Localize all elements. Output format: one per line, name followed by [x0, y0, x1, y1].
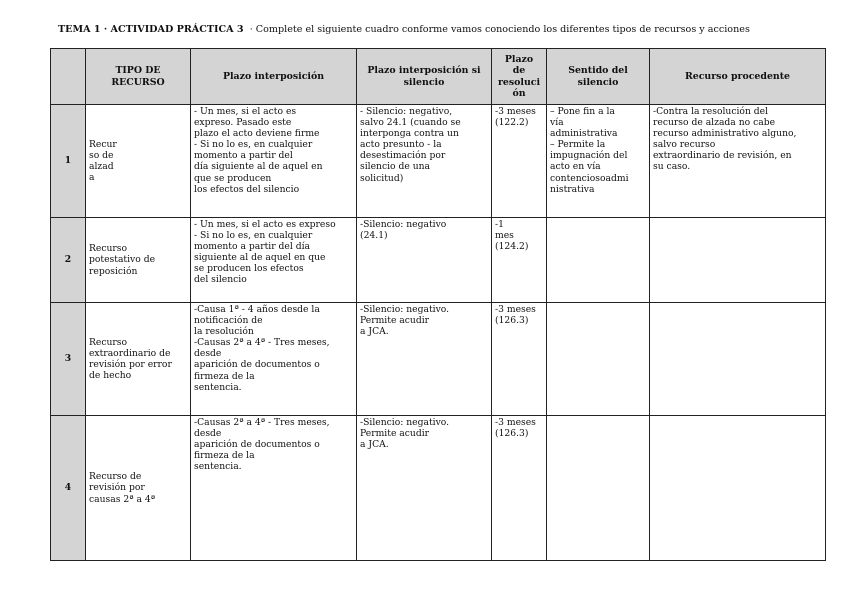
cell-line: interponga contra un	[360, 128, 459, 140]
cell-line: que se producen	[194, 172, 272, 184]
cell-line: -Causas 2ª a 4ª - Tres meses,	[194, 337, 330, 349]
header-row	[51, 49, 826, 105]
cell-line: siguiente al de aquel en que	[194, 252, 326, 264]
table-body	[51, 105, 826, 561]
title-instructions: · Complete el siguiente cuadro conforme vamos conociendo los diferentes tipos de recursos y acciones	[243, 24, 750, 35]
row-number: 1	[51, 105, 86, 218]
cell-resolucion	[492, 105, 547, 218]
header-plazo: Plazo interposición	[191, 49, 357, 105]
cell-line: -Silencio: negativo.	[360, 304, 450, 315]
cell-line: los efectos del silencio	[194, 183, 300, 195]
resources-table	[50, 48, 826, 561]
cell-line: recurso administrativo alguno,	[653, 128, 797, 140]
cell-line: su caso.	[653, 161, 691, 173]
cell-line: día siguiente al de aquel en	[194, 161, 323, 173]
cell-resolucion	[492, 416, 547, 561]
table-row	[51, 416, 826, 561]
header-resolucion: Plazo de resolución	[492, 49, 547, 105]
cell-line: - Silencio: negativo,	[360, 106, 453, 117]
cell-line: se producen los efectos	[194, 263, 304, 275]
table-row	[51, 105, 826, 218]
cell-line: -Causa 1ª - 4 años desde la	[194, 304, 320, 315]
cell-line: - Un mes, si el acto es expreso	[194, 219, 336, 230]
title-activity: TEMA 1 · ACTIVIDAD PRÁCTICA 3	[58, 24, 244, 35]
cell-line: Recur	[89, 138, 117, 150]
cell-line: de hecho	[89, 370, 132, 382]
cell-line: desde	[194, 348, 222, 360]
cell-line: plazo el acto deviene firme	[194, 128, 320, 140]
cell-procedente	[650, 105, 826, 218]
cell-line: mes	[495, 230, 514, 242]
table-row	[51, 303, 826, 416]
cell-line: so de	[89, 149, 114, 161]
cell-line: -1	[495, 219, 504, 230]
header-sentido: Sentido del silencio	[547, 49, 650, 105]
cell-line: potestativo de	[89, 254, 156, 266]
cell-line: causas 2ª a 4ª	[89, 493, 156, 505]
header-procedente: Recurso procedente	[650, 49, 826, 105]
cell-line: acto en vía	[550, 161, 601, 173]
cell-line: revisión por error	[89, 359, 172, 370]
cell-line: Permite acudir	[360, 428, 430, 440]
cell-line: revisión por	[89, 482, 145, 494]
cell-line: desestimación por	[360, 150, 446, 162]
cell-line: Recurso de	[89, 471, 142, 483]
cell-procedente	[650, 416, 826, 561]
cell-line: -3 meses	[495, 304, 536, 315]
table-row	[51, 218, 826, 303]
header-num	[51, 49, 86, 105]
cell-plazo-silencio	[357, 416, 492, 561]
header-plazo-silencio: Plazo interposición si silencio	[357, 49, 492, 105]
cell-tipo	[86, 416, 191, 561]
cell-line: solicitud)	[360, 172, 404, 184]
cell-line: Recurso	[89, 336, 128, 348]
cell-line: (126.3)	[495, 428, 529, 440]
row-number: 2	[51, 218, 86, 303]
cell-line: a JCA.	[360, 439, 389, 451]
cell-resolucion	[492, 218, 547, 303]
cell-tipo	[86, 303, 191, 416]
cell-resolucion	[492, 303, 547, 416]
cell-line: extraordinario de revisión, en	[653, 150, 792, 162]
cell-procedente	[650, 218, 826, 303]
cell-line: -Silencio: negativo.	[360, 417, 450, 428]
cell-tipo	[86, 105, 191, 218]
cell-line: la resolución	[194, 326, 254, 338]
cell-line: - Si no lo es, en cualquier	[194, 230, 313, 242]
cell-line: (24.1)	[360, 230, 388, 242]
cell-line: acto presunto - la	[360, 139, 442, 151]
cell-line: -3 meses	[495, 417, 536, 428]
row-number: 4	[51, 416, 86, 561]
cell-line: - Un mes, si el acto es	[194, 106, 297, 117]
cell-line: administrativa	[550, 128, 618, 140]
cell-line: a JCA.	[360, 326, 389, 338]
cell-sentido	[547, 105, 650, 218]
cell-line: -3 meses	[495, 106, 536, 117]
cell-sentido	[547, 218, 650, 303]
cell-sentido	[547, 303, 650, 416]
cell-line: silencio de una	[360, 161, 431, 173]
cell-plazo	[191, 416, 357, 561]
cell-line: salvo recurso	[653, 139, 716, 151]
cell-plazo-silencio	[357, 105, 492, 218]
cell-sentido	[547, 416, 650, 561]
cell-line: impugnación del	[550, 150, 628, 162]
cell-line: sentencia.	[194, 461, 242, 473]
cell-line: contenciosoadmi	[550, 172, 629, 184]
cell-procedente	[650, 303, 826, 416]
cell-line: -Causas 2ª a 4ª - Tres meses,	[194, 417, 330, 428]
cell-line: notificación de	[194, 315, 263, 327]
cell-line: – Permite la	[550, 139, 606, 151]
cell-line: recurso de alzada no cabe	[653, 117, 776, 129]
cell-line: aparición de documentos o	[194, 439, 320, 451]
cell-line: reposición	[89, 265, 138, 277]
cell-line: (126.3)	[495, 315, 529, 327]
cell-line: del silencio	[194, 274, 247, 286]
cell-line: expreso. Pasado este	[194, 117, 292, 129]
cell-line: aparición de documentos o	[194, 359, 320, 371]
cell-tipo	[86, 218, 191, 303]
cell-plazo	[191, 303, 357, 416]
cell-line: -Silencio: negativo	[360, 219, 447, 230]
cell-line: sentencia.	[194, 381, 242, 393]
cell-line: (122.2)	[495, 117, 529, 129]
cell-line: -Contra la resolución del	[653, 106, 769, 117]
cell-plazo-silencio	[357, 218, 492, 303]
cell-line: nistrativa	[550, 183, 595, 195]
cell-plazo-silencio	[357, 303, 492, 416]
cell-line: desde	[194, 428, 222, 440]
cell-line: a	[89, 172, 95, 184]
cell-line: salvo 24.1 (cuando se	[360, 117, 461, 129]
cell-line: – Pone fin a la	[550, 106, 615, 117]
cell-line: firmeza de la	[194, 370, 255, 382]
cell-line: extraordinario de	[89, 347, 171, 359]
cell-line: Permite acudir	[360, 315, 430, 327]
cell-line: vía	[550, 117, 564, 129]
cell-line: alzad	[89, 161, 114, 172]
header-tipo: TIPO DE RECURSO	[86, 49, 191, 105]
cell-line: momento a partir del	[194, 150, 293, 162]
page-title	[58, 24, 838, 36]
cell-plazo	[191, 105, 357, 218]
cell-line: Recurso	[89, 243, 128, 255]
cell-line: - Si no lo es, en cualquier	[194, 139, 313, 151]
cell-plazo	[191, 218, 357, 303]
cell-line: (124.2)	[495, 241, 529, 253]
cell-line: momento a partir del día	[194, 241, 311, 253]
cell-line: firmeza de la	[194, 450, 255, 462]
row-number: 3	[51, 303, 86, 416]
